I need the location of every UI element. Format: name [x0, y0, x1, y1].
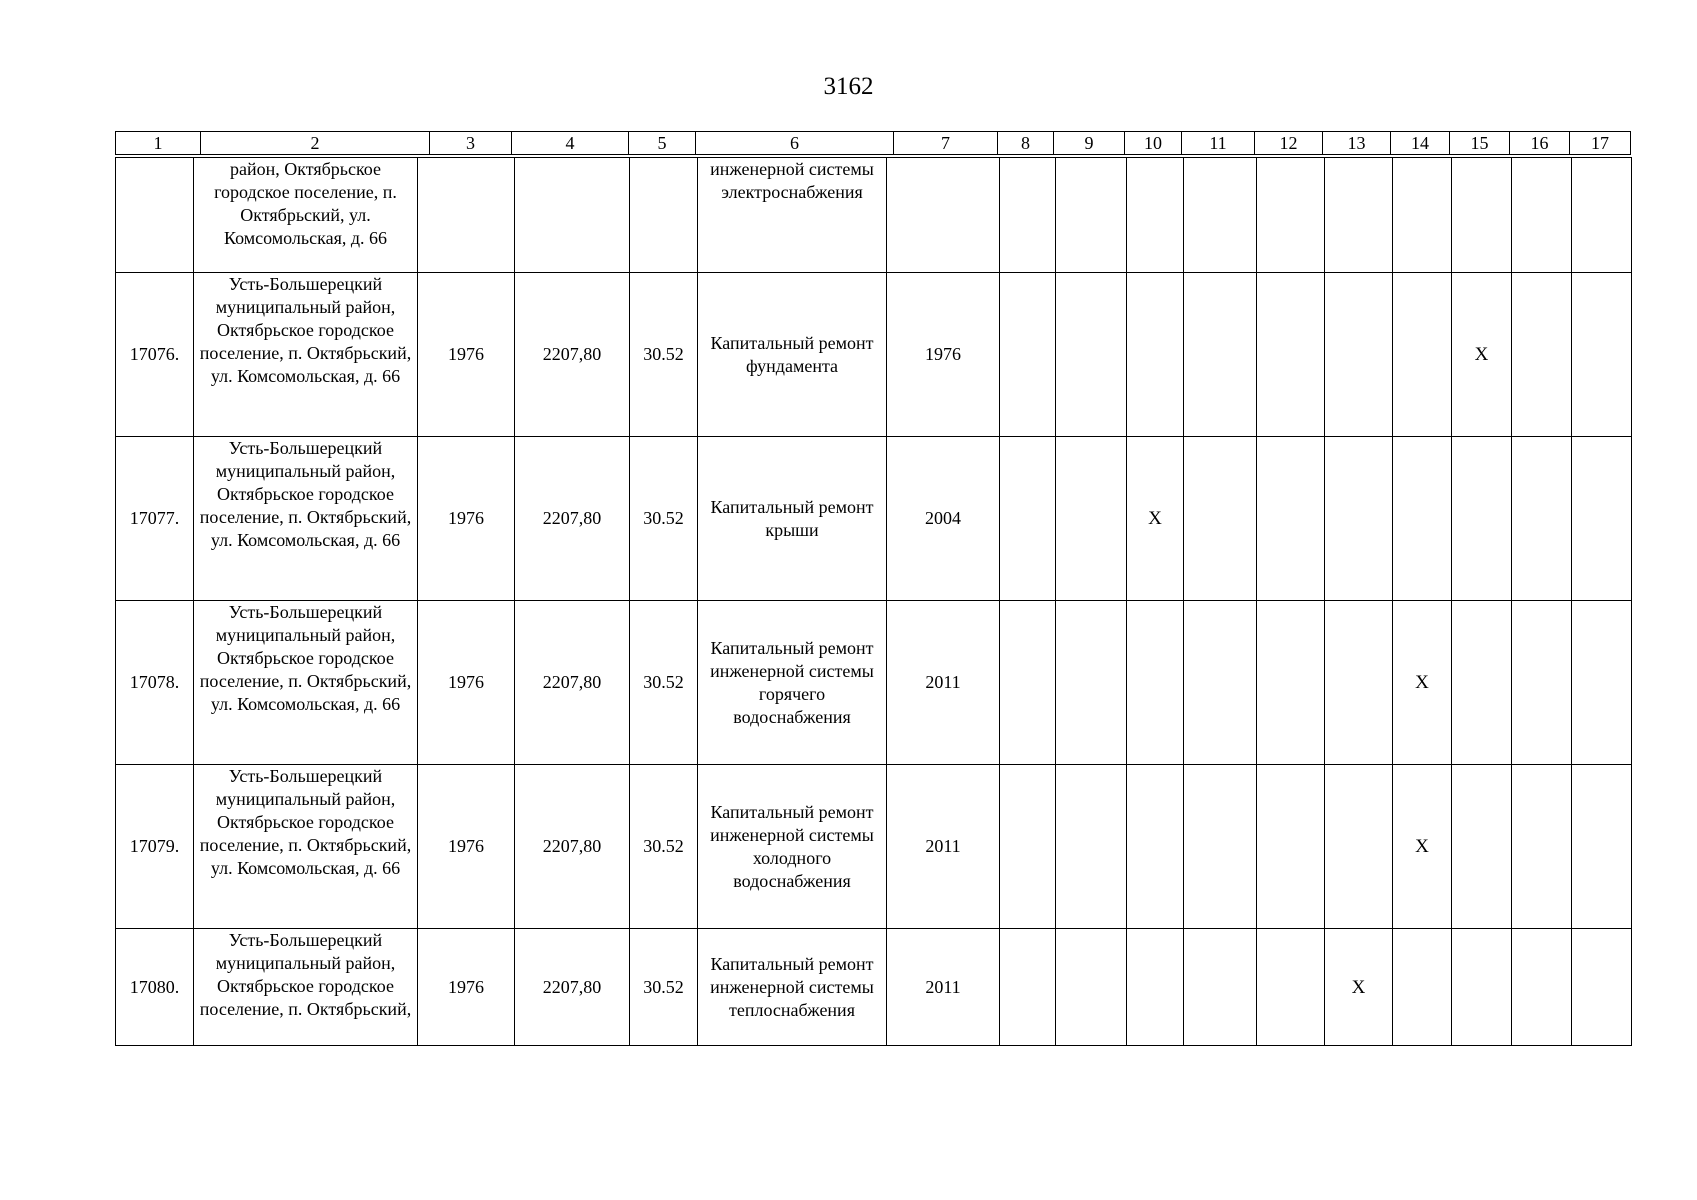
repair-register-table: [115, 157, 1632, 1046]
mark-cell: [1184, 158, 1257, 273]
mark-cell: [1572, 601, 1632, 765]
year-built-cell: [418, 158, 515, 273]
header-cell: 6: [696, 132, 894, 155]
mark-cell: [1056, 765, 1127, 929]
year-last-cell: 1976: [887, 273, 1000, 437]
mark-cell: [1512, 437, 1572, 601]
header-cell: 4: [512, 132, 629, 155]
mark-cell: [1393, 437, 1452, 601]
year-last-cell: [887, 158, 1000, 273]
x-mark: Х: [1415, 836, 1429, 857]
header-cell: 17: [1570, 132, 1631, 155]
mark-cell: [1572, 437, 1632, 601]
year-built-cell: 1976: [418, 929, 515, 1046]
mark-cell: [1127, 765, 1184, 929]
mark-cell: [1127, 273, 1184, 437]
year-last-cell: 2004: [887, 437, 1000, 601]
mark-cell: [1000, 437, 1056, 601]
mark-cell: [1184, 929, 1257, 1046]
mark-cell: [1127, 158, 1184, 273]
address-cell: Усть-Большерецкий муниципальный район, Октябрьское городское поселение, п. Октябрьский, ул. Комсомольская, д. 66: [194, 601, 418, 765]
mark-cell: [1572, 158, 1632, 273]
mark-cell: [1000, 601, 1056, 765]
code-cell: [630, 158, 698, 273]
mark-cell: [1127, 929, 1184, 1046]
x-mark: Х: [1351, 976, 1366, 998]
mark-cell: [1056, 437, 1127, 601]
x-mark: Х: [1415, 672, 1429, 693]
work-type-cell: Капитальный ремонт фундамента: [698, 273, 887, 437]
header-cell: 10: [1125, 132, 1182, 155]
year-built-cell: 1976: [418, 765, 515, 929]
area-cell: 2207,80: [515, 765, 630, 929]
mark-cell: [1184, 765, 1257, 929]
mark-cell: [1325, 929, 1393, 1046]
mark-cell: [1452, 601, 1512, 765]
mark-cell: [1257, 601, 1325, 765]
mark-cell: [1184, 601, 1257, 765]
address-cell: Усть-Большерецкий муниципальный район, Октябрьское городское поселение, п. Октябрьский, ул. Комсомольская, д. 66: [194, 437, 418, 601]
table-row: [116, 765, 1632, 929]
row-number: 17076.: [116, 273, 194, 437]
header-cell: 16: [1510, 132, 1570, 155]
work-type-cell: Капитальный ремонт инженерной системы горячего водоснабжения: [698, 601, 887, 765]
row-number: 17077.: [116, 437, 194, 601]
mark-cell: [1000, 158, 1056, 273]
page-number: 3162: [823, 73, 874, 100]
address-cell: район, Октябрьское городское поселение, п. Октябрьский, ул. Комсомольская, д. 66: [194, 158, 418, 273]
mark-cell: [1393, 601, 1452, 765]
code-cell: 30.52: [630, 601, 698, 765]
mark-cell: [1056, 601, 1127, 765]
mark-cell: [1325, 273, 1393, 437]
code-cell: 30.52: [630, 273, 698, 437]
year-last-cell: 2011: [887, 765, 1000, 929]
mark-cell: [1184, 437, 1257, 601]
mark-cell: [1000, 273, 1056, 437]
header-cell: 8: [998, 132, 1054, 155]
mark-cell: [1257, 437, 1325, 601]
mark-cell: [1512, 929, 1572, 1046]
mark-cell: [1000, 929, 1056, 1046]
mark-cell: [1184, 273, 1257, 437]
code-cell: 30.52: [630, 765, 698, 929]
table-row: [116, 273, 1632, 437]
mark-cell: [1000, 765, 1056, 929]
header-cell: 5: [629, 132, 696, 155]
year-built-cell: 1976: [418, 437, 515, 601]
address-cell: Усть-Большерецкий муниципальный район, Октябрьское городское поселение, п. Октябрьский, ул. Комсомольская, д. 66: [194, 273, 418, 437]
mark-cell: [1512, 273, 1572, 437]
mark-cell: [1572, 929, 1632, 1046]
mark-cell: [1572, 765, 1632, 929]
header-cell: 2: [201, 132, 430, 155]
header-cell: 3: [430, 132, 512, 155]
area-cell: 2207,80: [515, 273, 630, 437]
mark-cell: [1512, 765, 1572, 929]
header-cell: 13: [1323, 132, 1391, 155]
mark-cell: [1452, 929, 1512, 1046]
mark-cell: [1127, 601, 1184, 765]
mark-cell: [1325, 601, 1393, 765]
year-built-cell: 1976: [418, 601, 515, 765]
mark-cell: [1393, 273, 1452, 437]
area-cell: 2207,80: [515, 601, 630, 765]
work-type-cell: Капитальный ремонт крыши: [698, 437, 887, 601]
area-cell: [515, 158, 630, 273]
mark-cell: [1325, 765, 1393, 929]
mark-cell: [1257, 158, 1325, 273]
year-built-cell: 1976: [418, 273, 515, 437]
row-number: 17080.: [116, 929, 194, 1046]
header-cell: 12: [1255, 132, 1323, 155]
table-row: [116, 158, 1632, 273]
mark-cell: [1393, 765, 1452, 929]
mark-cell: [1393, 929, 1452, 1046]
work-type-cell: Капитальный ремонт инженерной системы теплоснабжения: [698, 929, 887, 1046]
mark-cell: [1572, 273, 1632, 437]
table-row: [116, 601, 1632, 765]
header-cell: 14: [1391, 132, 1450, 155]
mark-cell: [1512, 601, 1572, 765]
code-cell: 30.52: [630, 929, 698, 1046]
column-number-header: [115, 131, 1631, 155]
mark-cell: [1452, 273, 1512, 437]
area-cell: 2207,80: [515, 929, 630, 1046]
mark-cell: [1512, 158, 1572, 273]
row-number: [116, 158, 194, 273]
header-cell: 1: [116, 132, 201, 155]
address-cell: Усть-Большерецкий муниципальный район, Октябрьское городское поселение, п. Октябрьский,: [194, 929, 418, 1046]
mark-cell: [1452, 765, 1512, 929]
table-row: [116, 929, 1632, 1046]
header-cell: 7: [894, 132, 998, 155]
mark-cell: [1325, 158, 1393, 273]
header-cell: 11: [1182, 132, 1255, 155]
mark-cell: [1257, 929, 1325, 1046]
mark-cell: [1056, 929, 1127, 1046]
mark-cell: [1257, 765, 1325, 929]
x-mark: Х: [1148, 508, 1162, 529]
mark-cell: [1325, 437, 1393, 601]
area-cell: 2207,80: [515, 437, 630, 601]
row-number: 17078.: [116, 601, 194, 765]
table-row: [116, 437, 1632, 601]
mark-cell: [1452, 158, 1512, 273]
mark-cell: [1257, 273, 1325, 437]
year-last-cell: 2011: [887, 929, 1000, 1046]
row-number: 17079.: [116, 765, 194, 929]
header-cell: 9: [1054, 132, 1125, 155]
mark-cell: [1056, 158, 1127, 273]
mark-cell: [1393, 158, 1452, 273]
address-cell: Усть-Большерецкий муниципальный район, Октябрьское городское поселение, п. Октябрьский, ул. Комсомольская, д. 66: [194, 765, 418, 929]
header-row: [116, 132, 1631, 155]
mark-cell: [1452, 437, 1512, 601]
year-last-cell: 2011: [887, 601, 1000, 765]
code-cell: 30.52: [630, 437, 698, 601]
work-type-cell: инженерной системы электроснабжения: [698, 158, 887, 273]
x-mark: Х: [1474, 344, 1489, 365]
mark-cell: [1056, 273, 1127, 437]
header-cell: 15: [1450, 132, 1510, 155]
work-type-cell: Капитальный ремонт инженерной системы холодного водоснабжения: [698, 765, 887, 929]
mark-cell: [1127, 437, 1184, 601]
